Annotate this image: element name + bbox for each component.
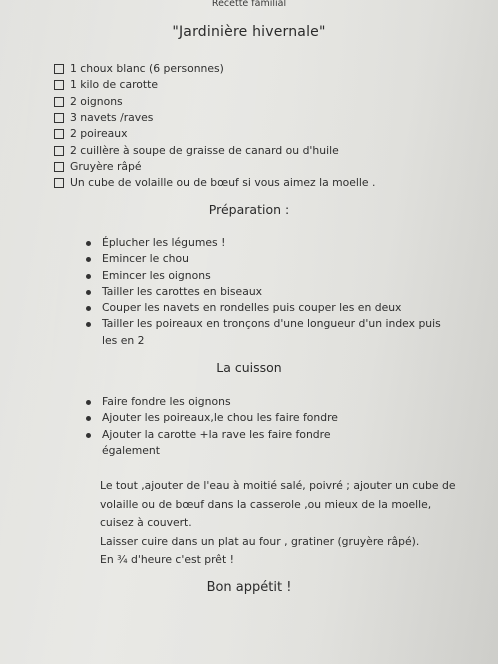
- step-text: Ajouter les poireaux,le chou les faire fondre: [102, 411, 338, 425]
- bullet-icon: [86, 274, 91, 279]
- preparation-step: [86, 284, 456, 300]
- step-text: Faire fondre les oignons: [102, 395, 231, 408]
- ingredient-item: [54, 77, 375, 93]
- checkbox-icon: [54, 162, 64, 172]
- ingredient-item: [54, 142, 375, 158]
- step-text: Emincer les oignons: [102, 268, 211, 282]
- instruction-line: volaille ou de bœuf dans la casserole ,ou mieux de la moelle,: [100, 497, 432, 511]
- ingredient-label: 1 choux blanc (6 personnes): [70, 62, 224, 76]
- bullet-icon: [86, 257, 91, 262]
- bullet-icon: [86, 290, 91, 295]
- preparation-heading: Préparation :: [208, 202, 290, 217]
- bullet-icon: [86, 433, 91, 438]
- bullet-icon: [86, 306, 91, 311]
- preparation-step: [86, 251, 456, 267]
- ingredient-item: [54, 159, 375, 175]
- signoff: Bon appétit !: [206, 580, 292, 595]
- ingredient-label: 3 navets /raves: [70, 111, 154, 125]
- instruction-line: Le tout ,ajouter de l'eau à moitié salé, poivré ; ajouter un cube de: [100, 479, 456, 492]
- step-text: Ajouter la carotte +la rave les faire fondre également: [102, 427, 331, 457]
- checkbox-icon: [54, 80, 64, 90]
- cuisson-steps: [86, 394, 356, 459]
- checkbox-icon: [54, 113, 64, 123]
- preparation-step: [86, 300, 456, 316]
- checkbox-icon: [54, 146, 64, 156]
- ingredient-label: 2 oignons: [70, 94, 123, 108]
- step-text: Couper les navets en rondelles puis couper les en deux: [102, 301, 402, 315]
- step-text: Tailler les carottes en biseaux: [102, 284, 263, 298]
- bullet-icon: [86, 241, 91, 246]
- cuisson-step: [86, 394, 356, 410]
- ingredient-item: [54, 94, 375, 110]
- bullet-icon: [86, 416, 91, 421]
- step-text: Emincer le chou: [102, 252, 189, 266]
- ingredient-label: 2 cuillère à soupe de graisse de canard ou d'huile: [70, 143, 339, 157]
- bullet-icon: [86, 322, 91, 327]
- ingredient-item: [54, 110, 375, 126]
- checkbox-icon: [54, 97, 64, 107]
- preparation-steps: [86, 235, 456, 349]
- ingredient-label: 2 poireaux: [70, 127, 128, 141]
- instruction-line: Laisser cuire dans un plat au four , gratiner (gruyère râpé).: [100, 534, 420, 548]
- checkbox-icon: [54, 178, 64, 188]
- ingredient-label: 1 kilo de carotte: [70, 78, 158, 92]
- ingredient-item: [54, 126, 375, 142]
- ingredient-checklist: [54, 61, 375, 191]
- checkbox-icon: [54, 64, 64, 74]
- cuisson-step: [86, 410, 356, 426]
- recipe-title: "Jardinière hivernale": [172, 24, 326, 40]
- instruction-line: En ¾ d'heure c'est prêt !: [100, 553, 234, 567]
- cuisson-heading: La cuisson: [216, 360, 282, 375]
- ingredient-label: Un cube de volaille ou de bœuf si vous aimez la moelle .: [70, 176, 376, 190]
- checkbox-icon: [54, 129, 64, 139]
- step-text: Éplucher les légumes !: [102, 236, 226, 249]
- bullet-icon: [86, 400, 91, 405]
- ingredient-item: [54, 175, 375, 191]
- cuisson-instructions: [100, 477, 460, 570]
- preparation-step: [86, 268, 456, 284]
- step-text: Tailler les poireaux en tronçons d'une longueur d'un index puis les en 2: [102, 317, 441, 347]
- instruction-line: cuisez à couvert.: [100, 516, 192, 530]
- ingredient-item: [54, 61, 375, 77]
- cuisson-step: [86, 427, 356, 460]
- document-header: Recette familial: [211, 0, 287, 9]
- ingredient-label: Gruyère râpé: [70, 159, 142, 173]
- preparation-step: [86, 235, 456, 251]
- preparation-step: [86, 316, 456, 349]
